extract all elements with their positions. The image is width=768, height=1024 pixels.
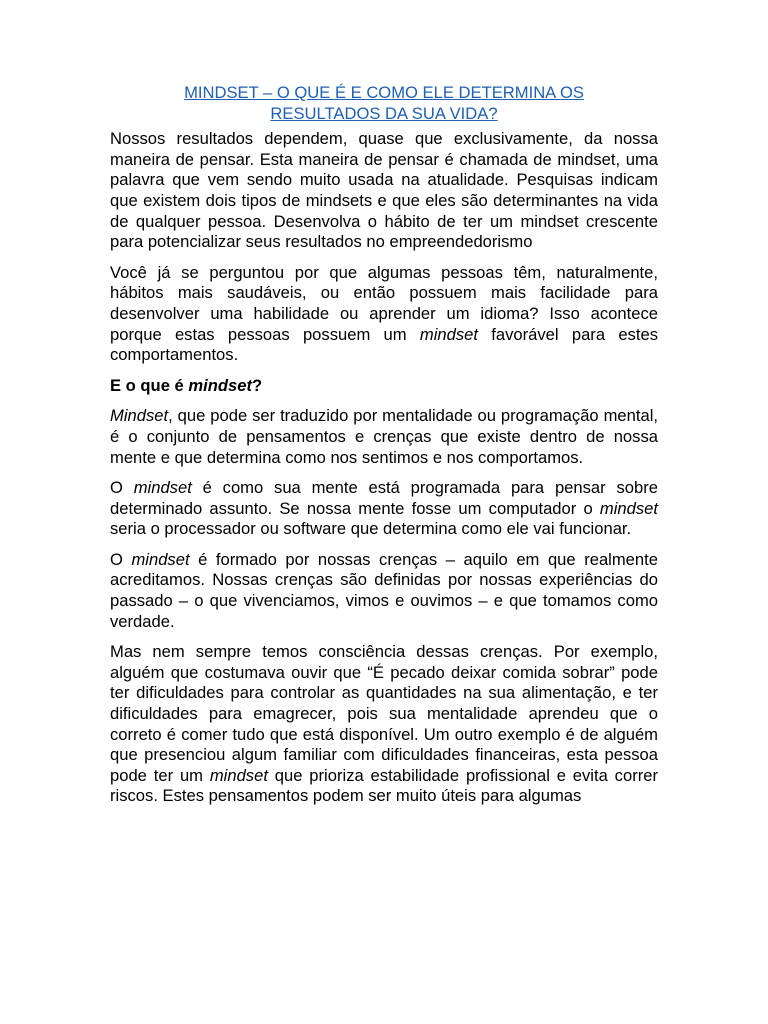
italic-text: Mindset bbox=[110, 406, 169, 426]
text-segment: E o que é bbox=[110, 375, 189, 395]
section-heading bbox=[110, 376, 658, 397]
text-segment: Você já se perguntou por que algumas pessoas têm, naturalmente, hábitos mais saudáveis, ou então possuem mais facilidade para desenvolver uma habilidade ou aprender um idioma? Isso acontece porque estas pessoas possuem um bbox=[110, 262, 658, 344]
text-segment: ? bbox=[252, 375, 263, 395]
text-segment: seria o processador ou software que determina como ele vai funcionar. bbox=[110, 519, 632, 539]
text-segment: favorável para estes comportamentos. bbox=[110, 324, 658, 365]
text-segment: O bbox=[110, 549, 132, 569]
italic-text: mindset bbox=[209, 765, 268, 785]
paragraph bbox=[110, 478, 658, 540]
text-segment: que prioriza estabilidade profissional e evita correr riscos. Estes pensamentos podem ser muito úteis para algumas bbox=[110, 765, 658, 806]
italic-text: mindset bbox=[133, 478, 192, 498]
italic-text: mindset bbox=[599, 498, 658, 518]
italic-text: mindset bbox=[131, 549, 190, 569]
document-body bbox=[110, 129, 658, 807]
paragraph bbox=[110, 550, 658, 632]
text-segment: , que pode ser traduzido por mentalidade ou programação mental, é o conjunto de pensamentos e crenças que existe dentro de nossa mente e que determina como nos sentimos e nos comportamos. bbox=[110, 406, 658, 467]
text-segment: Mas nem sempre temos consciência dessas crenças. Por exemplo, alguém que costumava ouvir que “É pecado deixar comida sobrar” pode ter dificuldades para controlar as quantidades na sua alimentação, e ter dificuldades para emagrecer, pois sua mentalidade aprendeu que o correto é comer tudo que está disponível. Um outro exemplo é de alguém que presenciou algum familiar com dificuldades financeiras, esta pessoa pode ter um bbox=[110, 642, 658, 785]
paragraph bbox=[110, 263, 658, 366]
paragraph bbox=[110, 129, 658, 253]
text-segment: O bbox=[110, 478, 134, 498]
document-title: MINDSET – O QUE É E COMO ELE DETERMINA OS RESULTADOS DA SUA VIDA? bbox=[184, 83, 584, 123]
paragraph bbox=[110, 406, 658, 468]
text-segment: é formado por nossas crenças – aquilo em que realmente acreditamos. Nossas crenças são definidas por nossas experiências do passado – o que vivenciamos, vimos e ouvimos – e que tomamos como verdade. bbox=[110, 549, 658, 631]
document-page bbox=[110, 83, 658, 807]
italic-text: mindset bbox=[419, 324, 478, 344]
text-segment: Nossos resultados dependem, quase que exclusivamente, da nossa maneira de pensar. Esta maneira de pensar é chamada de mindset, uma palavra que vem sendo muito usada na atualidade. Pesquisas indicam que existem dois tipos de mindsets e que eles são determinantes na vida de qualquer pessoa. Desenvolva o hábito de ter um mindset crescente para potencializar seus resultados no empreendedorismo bbox=[110, 129, 658, 252]
italic-text: mindset bbox=[188, 375, 252, 395]
paragraph bbox=[110, 642, 658, 807]
text-segment: é como sua mente está programada para pensar sobre determinado assunto. Se nossa mente fosse um computador o bbox=[110, 478, 658, 518]
